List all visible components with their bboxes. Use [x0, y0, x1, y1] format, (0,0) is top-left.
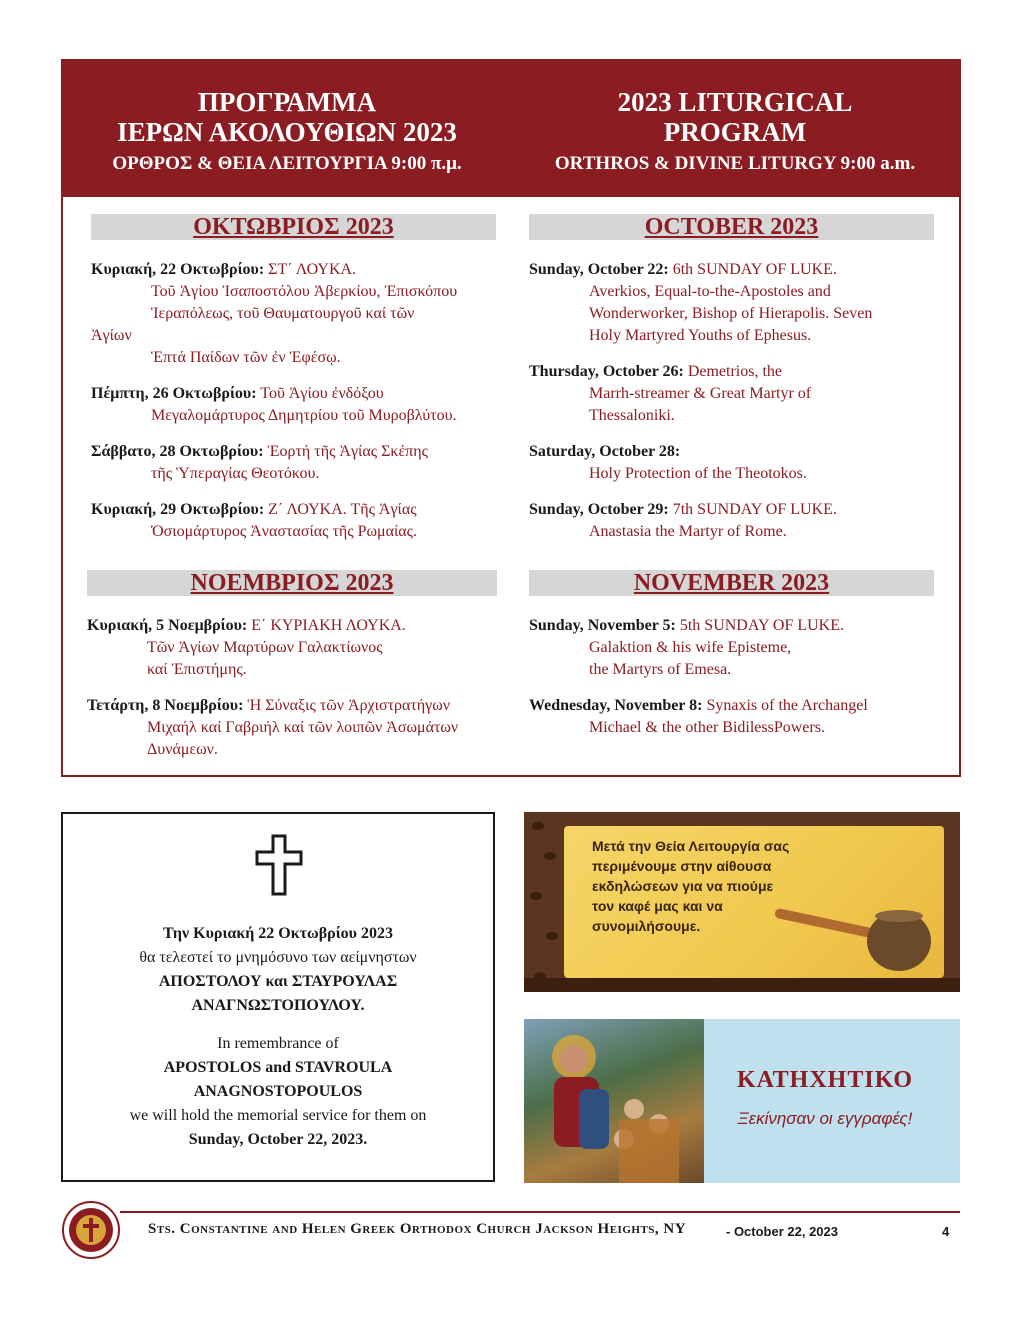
coffee-pot-icon — [774, 896, 944, 976]
entry-date: Κυριακή, 5 Νοεμβρίου: — [87, 617, 248, 634]
entry-line: the Martyrs of Emesa. — [589, 661, 732, 678]
october-english-list — [529, 259, 949, 557]
coffee-line: συνομιλήσουμε. — [592, 918, 701, 934]
memorial-greek-date: Την Κυριακή 22 Οκτωβρίου 2023 — [163, 925, 393, 942]
english-subtitle: ORTHROS & DIVINE LITURGY 9:00 a.m. — [554, 153, 916, 174]
entry-title: 7th SUNDAY OF LUKE. — [672, 501, 837, 518]
entry-line: Ὁσιομάρτυρος Ἀναστασίας τῆς Ρωμαίας. — [151, 523, 418, 540]
entry-line: Μιχαήλ καί Γαβριήλ καί τῶν λοιπῶν Ἀσωμάτων — [147, 719, 459, 736]
entry-title: 6th SUNDAY OF LUKE. — [672, 261, 837, 278]
coffee-line: περιμένουμε στην αίθουσα — [592, 858, 772, 874]
entry-line: Δυνάμεων. — [147, 741, 218, 758]
list-item — [529, 259, 949, 347]
church-logo-icon — [61, 1200, 121, 1260]
coffee-line: εκδηλώσεων για να πιούμε — [592, 878, 774, 894]
list-item — [529, 695, 949, 739]
entry-line: Galaktion & his wife Episteme, — [589, 639, 792, 656]
memorial-english — [63, 1032, 493, 1152]
footer-date: - October 22, 2023 — [726, 1224, 838, 1239]
october-english-heading — [529, 214, 934, 240]
list-item — [87, 615, 507, 681]
program-header — [63, 61, 959, 197]
entry-date: Πέμπτη, 26 Οκτωβρίου: — [91, 385, 257, 402]
list-item — [91, 441, 501, 485]
november-greek-heading-text: ΝΟΕΜΒΡΙΟΣ 2023 — [190, 570, 394, 596]
entry-line: Ἱεραπόλεως, τοῦ Θαυματουργοῦ καί τῶν — [151, 305, 415, 322]
list-item — [529, 499, 949, 543]
november-english-heading-text: NOVEMBER 2023 — [633, 570, 830, 596]
entry-date: Σάββατο, 28 Οκτωβρίου: — [91, 443, 264, 460]
entry-date: Sunday, November 5: — [529, 617, 676, 634]
memorial-greek-names: ΑΠΟΣΤΟΛΟΥ και ΣΤΑΥΡΟΥΛΑΣ — [158, 973, 398, 990]
october-english-heading-text: OCTOBER 2023 — [644, 214, 819, 240]
greek-header — [63, 61, 511, 197]
entry-line: Wonderworker, Bishop of Hierapolis. Seven — [589, 305, 873, 322]
memorial-notice — [61, 812, 495, 1182]
entry-date: Sunday, October 22: — [529, 261, 669, 278]
entry-line: Ἁγίων — [91, 327, 132, 344]
entry-line: Marrh-streamer & Great Martyr of — [589, 385, 812, 402]
list-item — [91, 259, 501, 369]
november-english-heading — [529, 570, 934, 596]
november-greek-heading — [87, 570, 497, 596]
entry-title: Ζ΄ ΛΟΥΚΑ. Τῆς Ἁγίας — [268, 501, 417, 518]
coffee-panel — [564, 826, 944, 978]
english-header — [511, 61, 959, 197]
entry-title: Ε΄ ΚΥΡΙΑΚΗ ΛΟΥΚΑ. — [251, 617, 406, 634]
greek-title-1: ΠΡΟΓΡΑΜΜΑ — [197, 87, 377, 117]
entry-title: Τοῦ Ἁγίου ἐνδόξου — [260, 385, 384, 402]
memorial-english-surname: ANAGNOSTOPOULOS — [193, 1083, 363, 1100]
entry-date: Saturday, October 28: — [529, 443, 681, 460]
memorial-greek-surname: ΑΝΑΓΝΩΣΤΟΠΟΥΛΟΥ. — [191, 997, 365, 1014]
english-title-2: PROGRAM — [663, 117, 807, 147]
coffee-line: τον καφέ μας και να — [592, 898, 723, 914]
entry-line: καί Ἐπιστήμης. — [147, 661, 247, 678]
november-greek-list — [87, 615, 507, 775]
list-item — [529, 615, 949, 681]
entry-line: Μεγαλομάρτυρος Δημητρίου τοῦ Μυροβλύτου. — [151, 407, 457, 424]
memorial-english-date: Sunday, October 22, 2023. — [188, 1131, 368, 1148]
footer-church-name: Sts. Constantine and Helen Greek Orthodox Church Jackson Heights, NY — [148, 1221, 687, 1237]
coffee-hour-text — [592, 836, 789, 936]
entry-line: Anastasia the Martyr of Rome. — [589, 523, 787, 540]
entry-title: Ἡ Σύναξις τῶν Ἀρχιστρατήγων — [247, 697, 451, 714]
entry-line: τῆς Ὑπεραγίας Θεοτόκου. — [151, 465, 320, 482]
greek-subtitle: ΟΡΘΡΟΣ & ΘΕΙΑ ΛΕΙΤΟΥΡΓΙΑ 9:00 π.μ. — [112, 153, 462, 174]
catechism-ad — [524, 1019, 960, 1183]
october-greek-heading-text: ΟΚΤΩΒΡΙΟΣ 2023 — [193, 214, 394, 240]
entry-date: Sunday, October 29: — [529, 501, 669, 518]
entry-line: Averkios, Equal-to-the-Apostoles and — [589, 283, 831, 300]
entry-title: 5th SUNDAY OF LUKE. — [679, 617, 845, 634]
list-item — [529, 361, 949, 427]
memorial-english-names: APOSTOLOS and STAVROULA — [163, 1059, 393, 1076]
catechism-subtitle: Ξεκίνησαν οι εγγραφές! — [737, 1109, 913, 1128]
entry-line: Ἑπτά Παίδων τῶν ἐν Ἐφέσῳ. — [151, 349, 341, 366]
entry-line: Thessaloniki. — [589, 407, 675, 424]
entry-date: Τετάρτη, 8 Νοεμβρίου: — [87, 697, 244, 714]
entry-line: Holy Protection of the Theotokos. — [589, 465, 807, 482]
entry-date: Κυριακή, 22 Οκτωβρίου: — [91, 261, 265, 278]
icon-image — [524, 1019, 704, 1183]
greek-title-2: ΙΕΡΩΝ ΑΚΟΛΟΥΘΙΩΝ 2023 — [117, 117, 457, 147]
october-greek-list — [91, 259, 501, 557]
entry-title: ΣΤ΄ ΛΟΥΚΑ. — [268, 261, 357, 278]
liturgical-program — [61, 59, 961, 777]
page-number: 4 — [942, 1224, 950, 1239]
coffee-line: Μετά την Θεία Λειτουργία σας — [592, 838, 790, 854]
memorial-greek-line: θα τελεστεί το μνημόσυνο των αείμνηστων — [139, 949, 417, 966]
november-english-list — [529, 615, 949, 753]
list-item — [87, 695, 507, 761]
entry-line: Τῶν Ἁγίων Μαρτύρων Γαλακτίωνος — [147, 639, 383, 656]
memorial-english-line: In remembrance of — [217, 1035, 339, 1052]
entry-title: Ἑορτή τῆς Ἁγίας Σκέπης — [267, 443, 428, 460]
english-title-1: 2023 LITURGICAL — [617, 87, 853, 117]
list-item — [91, 499, 501, 543]
entry-title: Synaxis of the Archangel — [706, 697, 868, 714]
footer-divider — [120, 1211, 960, 1213]
coffee-hour-ad — [524, 812, 960, 992]
entry-line: Holy Martyred Youths of Ephesus. — [589, 327, 812, 344]
entry-line: Τοῦ Ἁγίου Ἰσαποστόλου Ἀβερκίου, Ἐπισκόπου — [151, 283, 458, 300]
cross-icon — [254, 834, 304, 896]
list-item — [529, 441, 949, 485]
entry-date: Wednesday, November 8: — [529, 697, 703, 714]
october-greek-heading — [91, 214, 496, 240]
catechism-title: ΚΑΤΗΧΗΤΙΚΟ — [737, 1067, 913, 1093]
entry-title: Demetrios, the — [687, 363, 783, 380]
memorial-english-line: we will hold the memorial service for them on — [129, 1107, 427, 1124]
entry-line: Michael & the other BidilessPowers. — [589, 719, 825, 736]
entry-date: Κυριακή, 29 Οκτωβρίου: — [91, 501, 265, 518]
list-item — [91, 383, 501, 427]
entry-date: Thursday, October 26: — [529, 363, 684, 380]
memorial-greek — [63, 922, 493, 1018]
